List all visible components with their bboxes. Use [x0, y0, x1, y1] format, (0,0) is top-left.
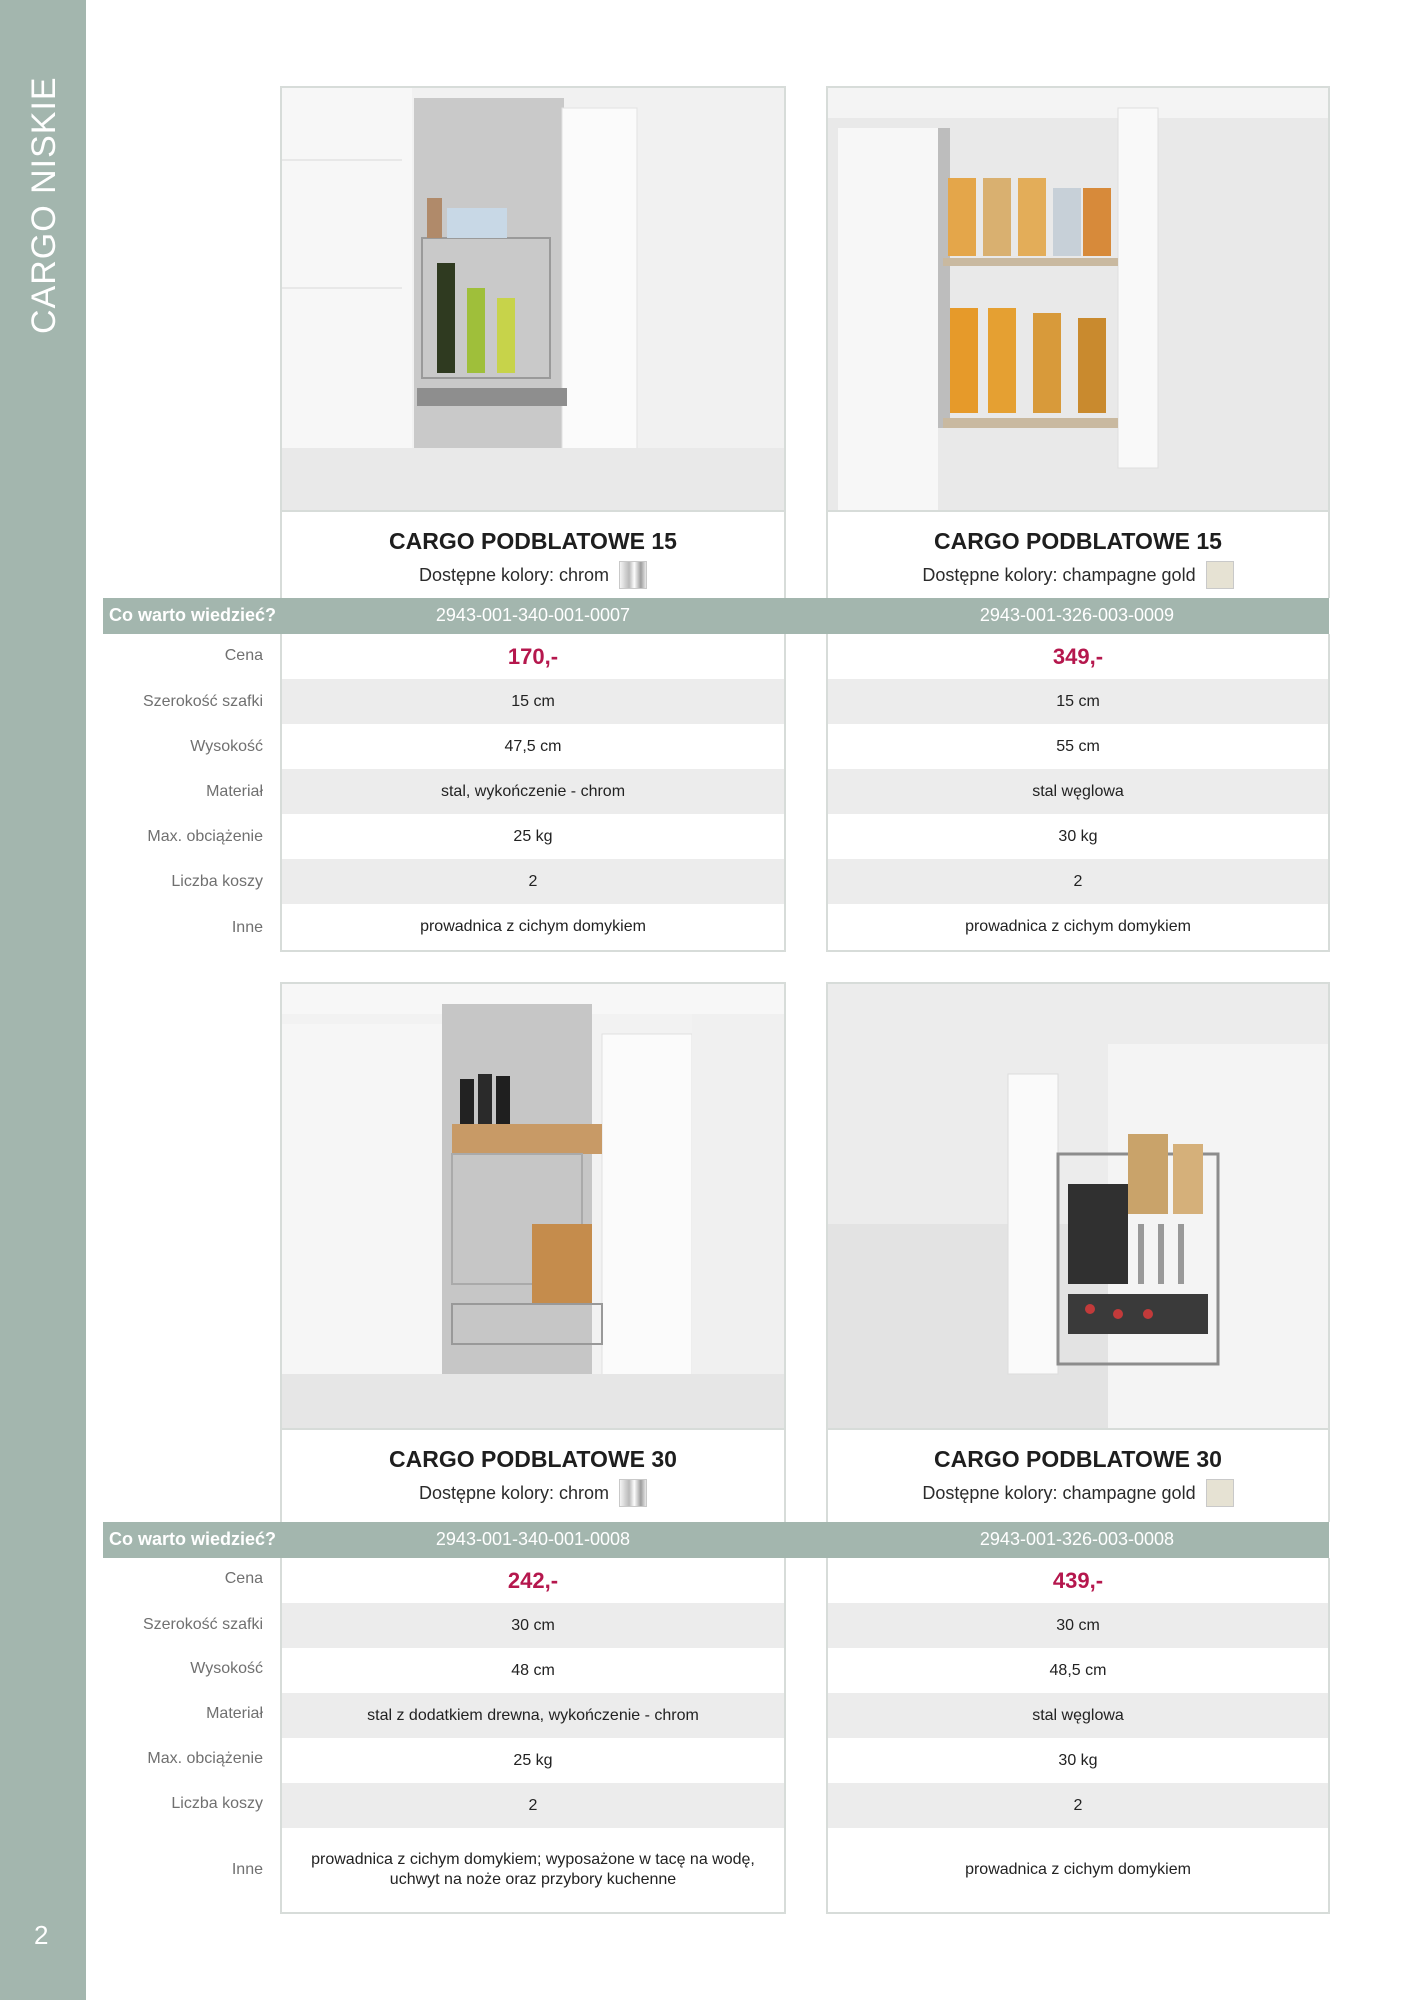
product-header: [826, 1430, 1330, 1522]
row-label-height: Wysokość: [190, 1660, 263, 1677]
available-colors-label: Dostępne kolory: chrom: [418, 1482, 610, 1503]
baskets-value: 2: [282, 859, 784, 904]
price-value: 170,-: [507, 643, 559, 669]
chrome-swatch-icon: [619, 561, 647, 589]
available-colors-label: Dostępne kolory: champagne gold: [922, 564, 1196, 585]
row-label-width: Szerokość szafki: [142, 1616, 263, 1633]
available-colors: [282, 1479, 784, 1507]
row-label-baskets: Liczba koszy: [171, 873, 263, 890]
section-title: CARGO NISKIE: [25, 76, 63, 334]
product-image-cargo-15-chrome: [280, 86, 786, 512]
other-value: prowadnica z cichym domykiem: [965, 917, 1191, 935]
product-image-cargo-15-gold: [826, 86, 1330, 512]
width-value: 15 cm: [282, 679, 784, 724]
product-code: 2943-001-340-001-0008: [435, 1529, 631, 1549]
product-code: 2943-001-340-001-0007: [435, 605, 631, 625]
max-load-value: 25 kg: [513, 1751, 553, 1769]
spec-header-bar: [103, 1522, 1329, 1558]
product-image-cargo-30-chrome: [280, 982, 786, 1430]
other-value: prowadnica z cichym domykiem; wyposażone w tacę na wodę, uchwyt na noże oraz przybory kuchenne: [311, 1851, 755, 1888]
product-image-cargo-30-gold: [826, 982, 1330, 1430]
max-load-value: 30 kg: [1058, 827, 1098, 845]
width-value: 30 cm: [828, 1603, 1328, 1648]
available-colors: [282, 561, 784, 589]
baskets-value: 2: [828, 859, 1328, 904]
product-title: CARGO PODBLATOWE 30: [389, 1446, 677, 1472]
row-label-height: Wysokość: [190, 738, 263, 755]
width-value: 30 cm: [282, 1603, 784, 1648]
product-header: [280, 1430, 786, 1522]
row-label-max-load: Max. obciążenie: [147, 828, 263, 845]
row-label-material: Materiał: [206, 783, 263, 800]
product-code: 2943-001-326-003-0009: [979, 605, 1175, 625]
row-label-width: Szerokość szafki: [142, 693, 263, 710]
max-load-value: 25 kg: [513, 827, 553, 845]
product-code: 2943-001-326-003-0008: [979, 1529, 1175, 1549]
gold-swatch-icon: [1206, 1479, 1234, 1507]
chrome-swatch-icon: [619, 1479, 647, 1507]
row-label-price: Cena: [224, 647, 263, 664]
row-label-other: Inne: [231, 919, 263, 936]
price-value: 439,-: [1052, 1567, 1104, 1593]
row-label-price: Cena: [224, 1570, 263, 1587]
baskets-value: 2: [282, 1783, 784, 1828]
available-colors: [828, 561, 1328, 589]
height-value: 48,5 cm: [1049, 1661, 1107, 1679]
available-colors-label: Dostępne kolory: chrom: [418, 564, 610, 585]
product-header: [280, 512, 786, 598]
gold-swatch-icon: [1206, 561, 1234, 589]
material-value: stal, wykończenie - chrom: [282, 769, 784, 814]
row-label-material: Materiał: [206, 1705, 263, 1722]
product-header: [826, 512, 1330, 598]
available-colors-label: Dostępne kolory: champagne gold: [922, 1482, 1196, 1503]
spec-header-label: Co warto wiedzieć?: [109, 1529, 277, 1549]
other-value: prowadnica z cichym domykiem: [420, 917, 646, 935]
baskets-value: 2: [828, 1783, 1328, 1828]
height-value: 55 cm: [1056, 737, 1100, 755]
height-value: 47,5 cm: [504, 737, 562, 755]
row-label-other: Inne: [231, 1861, 263, 1878]
max-load-value: 30 kg: [1058, 1751, 1098, 1769]
width-value: 15 cm: [828, 679, 1328, 724]
other-value: prowadnica z cichym domykiem: [965, 1861, 1191, 1878]
available-colors: [828, 1479, 1328, 1507]
material-value: stal węglowa: [828, 769, 1328, 814]
product-title: CARGO PODBLATOWE 15: [389, 528, 677, 554]
height-value: 48 cm: [511, 1661, 555, 1679]
page-number: 2: [34, 1920, 49, 1950]
spec-header-label: Co warto wiedzieć?: [109, 605, 277, 625]
row-label-max-load: Max. obciążenie: [147, 1750, 263, 1767]
row-label-baskets: Liczba koszy: [171, 1795, 263, 1812]
material-value: stal węglowa: [828, 1693, 1328, 1738]
product-title: CARGO PODBLATOWE 15: [934, 528, 1222, 554]
material-value: stal z dodatkiem drewna, wykończenie - chrom: [282, 1693, 784, 1738]
price-value: 349,-: [1052, 643, 1104, 669]
spec-header-bar: [103, 598, 1329, 634]
price-value: 242,-: [507, 1567, 559, 1593]
product-title: CARGO PODBLATOWE 30: [934, 1446, 1222, 1472]
